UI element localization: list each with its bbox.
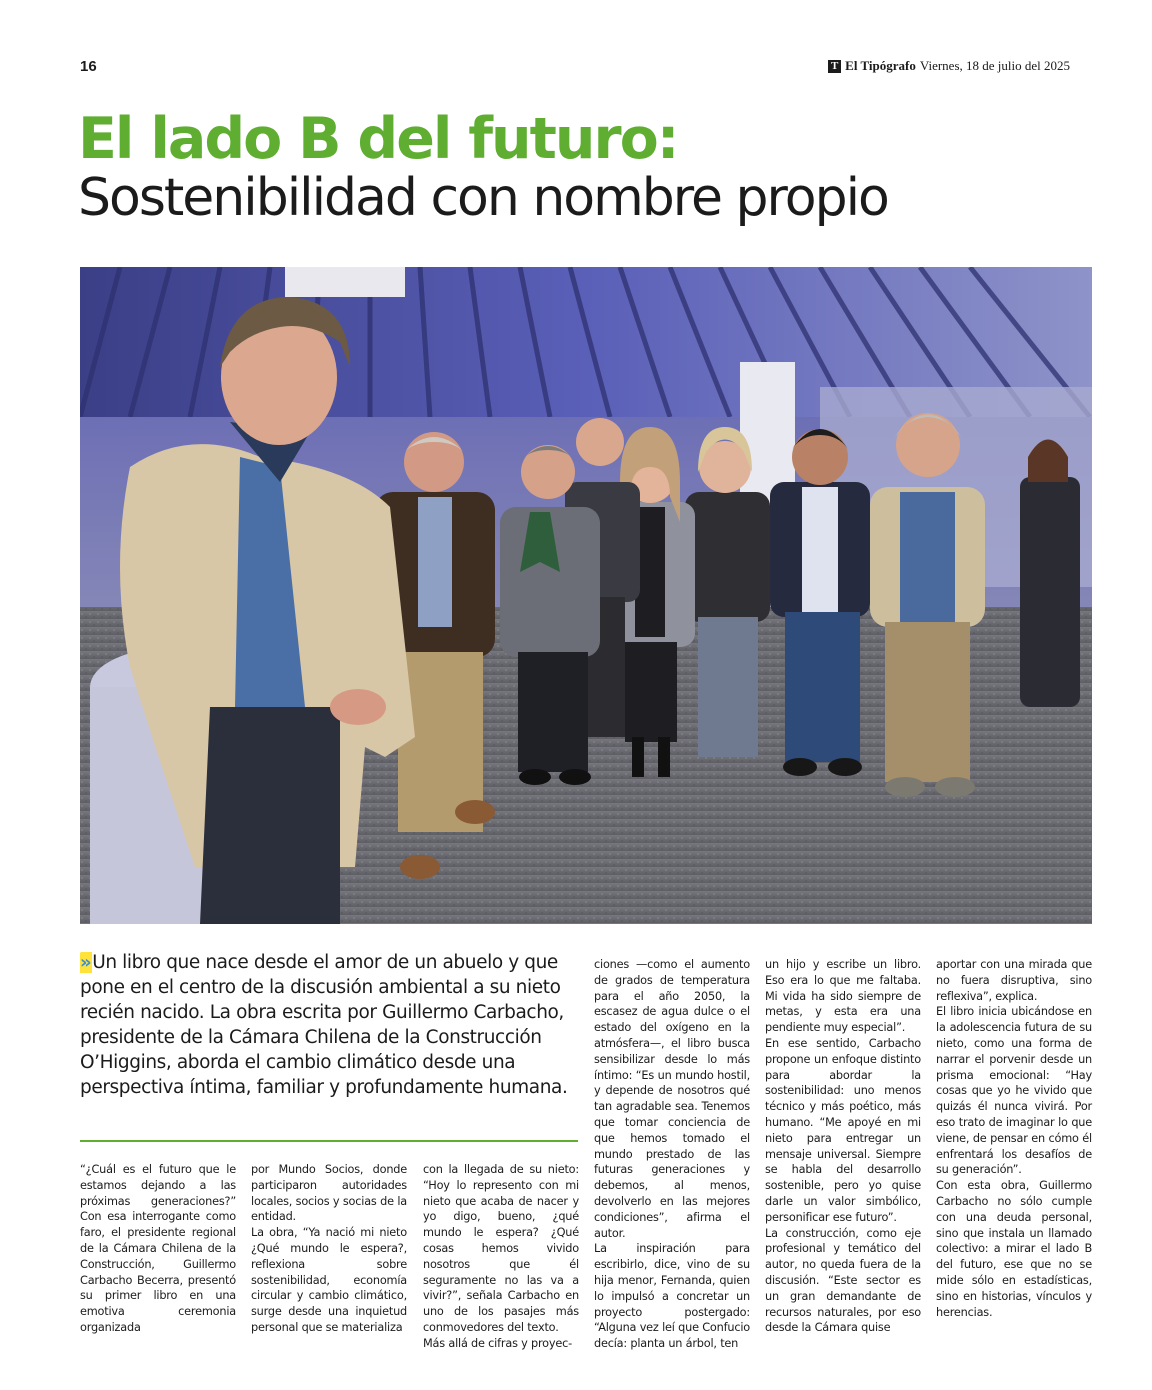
headline-title: Sostenibilidad con nombre propio (78, 168, 888, 228)
body-column-6 (936, 957, 1092, 1320)
paragraph: En ese sentido, Carbacho propone un enfoque distinto para abordar la sostenibilidad: uno menos técnico y más poético, más humano. “Me apoyé en mi nieto para entregar un mensaje universal. Siempre se habla del desarrollo sostenible, pero yo quise darle un valor simbólico, personificar ese futuro”. (765, 1036, 921, 1224)
body-column-3 (423, 1162, 579, 1352)
body-column-4 (594, 957, 750, 1352)
paragraph: Con esta obra, Guillermo Carbacho no sólo cumple con una deuda personal, sino que instala un llamado colectivo: a mirar el lado B del futuro, ese que no se mide sólo en estadísticas, sino en historias, vínculos y herencias. (936, 1179, 1092, 1319)
paragraph: Más allá de cifras y proyec- (423, 1336, 573, 1350)
paragraph: por Mundo Socios, donde participaron autoridades locales, socios y socias de la entidad. (251, 1163, 407, 1224)
issue-date: Viernes, 18 de julio del 2025 (919, 58, 1070, 73)
paragraph: El libro inicia ubicándose en la adolescencia futura de su nieto, como una forma de narrar el porvenir desde un prisma emocional: “Hay cosas que yo he vivido que quizás él nunca vivirá. Por eso trato de imaginar lo que viene, de pensar en cómo él enfrentará los desafíos de su generación”. (936, 1005, 1092, 1177)
paragraph: un hijo y escribe un libro. Eso era lo que me faltaba. Mi vida ha sido siempre de metas, y esta era una pendiente muy especial”. (765, 958, 921, 1035)
newspaper-name: El Tipógrafo (845, 58, 916, 73)
newspaper-logo-icon: T (828, 60, 841, 73)
paragraph: “¿Cuál es el futuro que le estamos dejando a las próximas generaciones?” Con esa interrogante como faro, el presidente regional de la Cámara Chilena de la Construcción, Guillermo Carbacho Becerra, presentó su primer libro en una emotiva ceremonia organizada (80, 1163, 236, 1334)
article-lead (80, 950, 570, 1100)
background-guest-right (1020, 440, 1080, 708)
body-column-5 (765, 957, 921, 1336)
body-column-1 (80, 1162, 236, 1336)
paragraph: La construcción, como eje profesional y temático del autor, no queda fuera de la discusión. “Este sector es un gran demandante de recursos naturales, por eso desde la Cámara quise (765, 1226, 921, 1335)
paragraph: La inspiración para escribirlo, dice, vino de su hija menor, Fernanda, quien lo impulsó a concretar un proyecto postergado: “Alguna vez leí que Confucio decía: planta un árbol, ten (594, 1242, 750, 1351)
paragraph: aportar con una mirada que no fuera disruptiva, sino reflexiva”, explica. (936, 958, 1092, 1003)
page-number: 16 (80, 58, 97, 75)
body-column-2 (251, 1162, 407, 1336)
masthead (828, 58, 1070, 74)
lead-marker-icon: » (80, 952, 92, 973)
paragraph: con la llegada de su nieto: “Hoy lo represento con mi nieto que acaba de nacer y yo digo, bueno, ¿qué mundo le espera? ¿Qué cosas hemos vivido nosotros que él seguramente no las va a vivir?”, señala Carbacho en uno de los pasajes más conmovedores del texto. (423, 1163, 579, 1334)
lead-text: Un libro que nace desde el amor de un abuelo y que pone en el centro de la discusión ambiental a su nieto recién nacido. La obra escrita por Guillermo Carbacho, presidente de la Cámara Chilena de la Construcción O’Higgins, aborda el cambio climático desde una perspectiva íntima, familiar y profundamente humana. (80, 952, 568, 1098)
event-group-photo (80, 267, 1092, 924)
paragraph: La obra, “Ya nació mi nieto ¿Qué mundo le espera?, reflexiona sobre sostenibilidad, economía circular y cambio climático, surge desde una inquietud personal que se materializa (251, 1226, 407, 1334)
headline-kicker: El lado B del futuro: (78, 106, 678, 172)
lead-divider (80, 1140, 578, 1142)
paragraph: ciones —como el aumento de grados de temperatura para el año 2050, la escasez de agua dulce o el estado del oxígeno en la atmósfera—, el libro busca sensibilizar desde lo más íntimo: “Es un mundo hostil, y depende de nosotros qué tan agradable sea. Tenemos que tomar conciencia de que hemos tomado el mundo prestado de las futuras generaciones y debemos, al menos, devolverlo en las mejores condiciones”, afirma el autor. (594, 958, 750, 1240)
